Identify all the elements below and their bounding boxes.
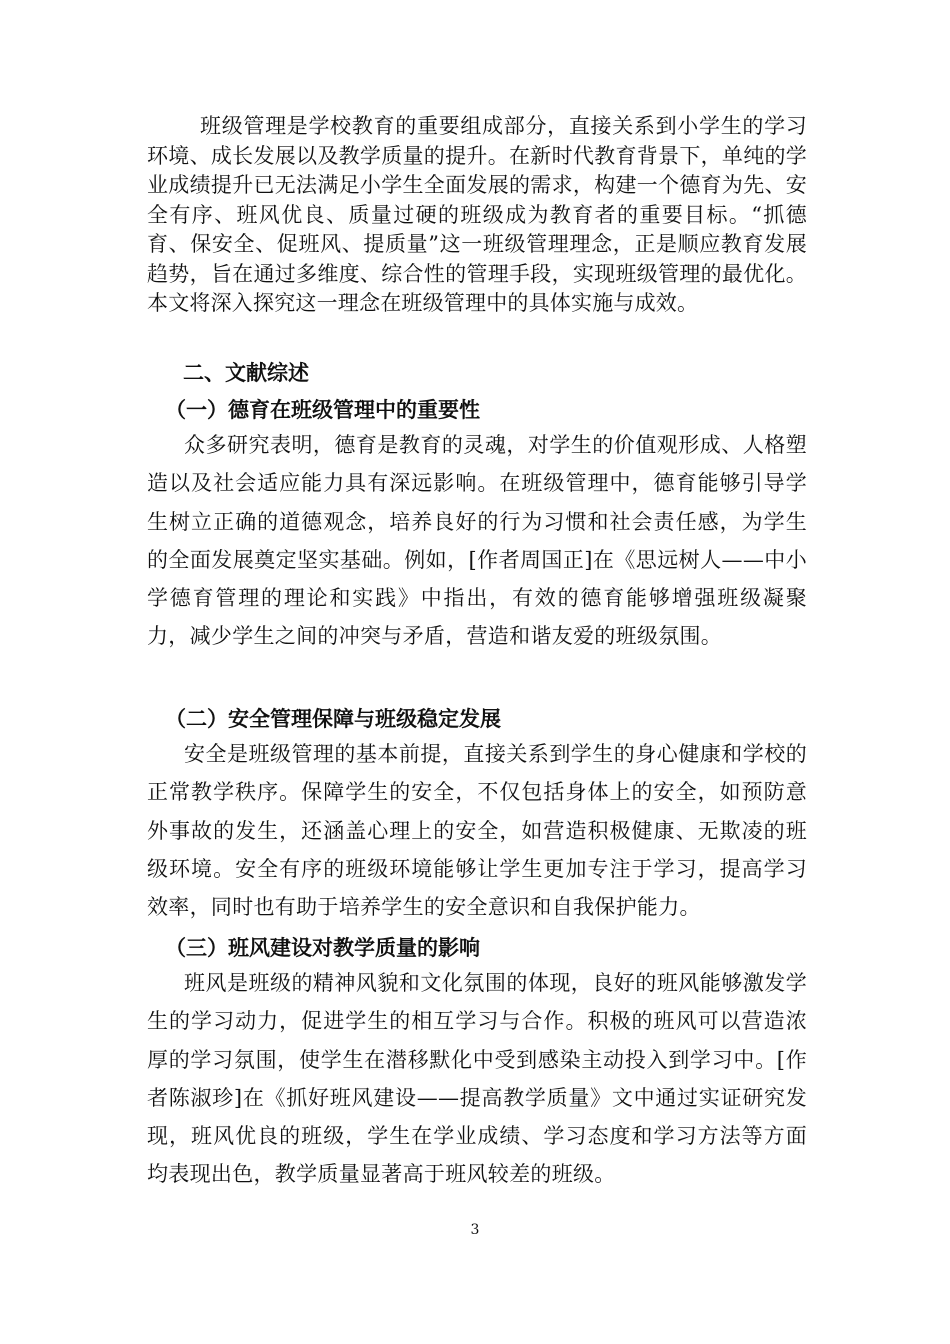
subsection-heading-3: （三）班风建设对教学质量的影响 — [165, 935, 480, 960]
section-heading: 二、文献综述 — [183, 360, 309, 385]
subsection-body-2: 安全是班级管理的基本前提，直接关系到学生的身心健康和学校的正常教学秩序。保障学生的安全，不仅包括身体上的安全，如预防意外事故的发生，还涵盖心理上的安全，如营造积极健康、无欺凌的班级环境。安全有序的班级环境能够让学生更加专注于学习，提高学习效率，同时也有助于培养学生的安全意识和自我保护能力。 — [147, 742, 807, 920]
intro-paragraph: 班级管理是学校教育的重要组成部分，直接关系到小学生的学习环境、成长发展以及教学质量的提升。在新时代教育背景下，单纯的学业成绩提升已无法满足小学生全面发展的需求，构建一个德育为先、安全有序、班风优良、质量过硬的班级成为教育者的重要目标。“抓德育、保安全、促班风、提质量”这一班级管理理念，正是顺应教育发展趋势，旨在通过多维度、综合性的管理手段，实现班级管理的最优化。本文将深入探究这一理念在班级管理中的具体实施与成效。 — [147, 114, 807, 315]
subsection-body-3: 班风是班级的精神风貌和文化氛围的体现，良好的班风能够激发学生的学习动力，促进学生的相互学习与合作。积极的班风可以营造浓厚的学习氛围，使学生在潜移默化中受到感染主动投入到学习中。[作者陈淑珍]在《抓好班风建设——提高教学质量》文中通过实证研究发现，班风优良的班级，学生在学业成绩、学习态度和学习方法等方面均表现出色，教学质量显著高于班风较差的班级。 — [147, 971, 807, 1187]
subsection-body-1: 众多研究表明，德育是教育的灵魂，对学生的价值观形成、人格塑造以及社会适应能力具有深远影响。在班级管理中，德育能够引导学生树立正确的道德观念，培养良好的行为习惯和社会责任感，为学生的全面发展奠定坚实基础。例如，[作者周国正]在《思远树人——中小学德育管理的理论和实践》中指出，有效的德育能够增强班级凝聚力，减少学生之间的冲突与矛盾，营造和谐友爱的班级氛围。 — [147, 433, 807, 649]
subsection-heading-2: （二）安全管理保障与班级稳定发展 — [165, 706, 501, 731]
page-number: 3 — [470, 1222, 480, 1238]
subsection-heading-1: （一）德育在班级管理中的重要性 — [165, 397, 480, 422]
